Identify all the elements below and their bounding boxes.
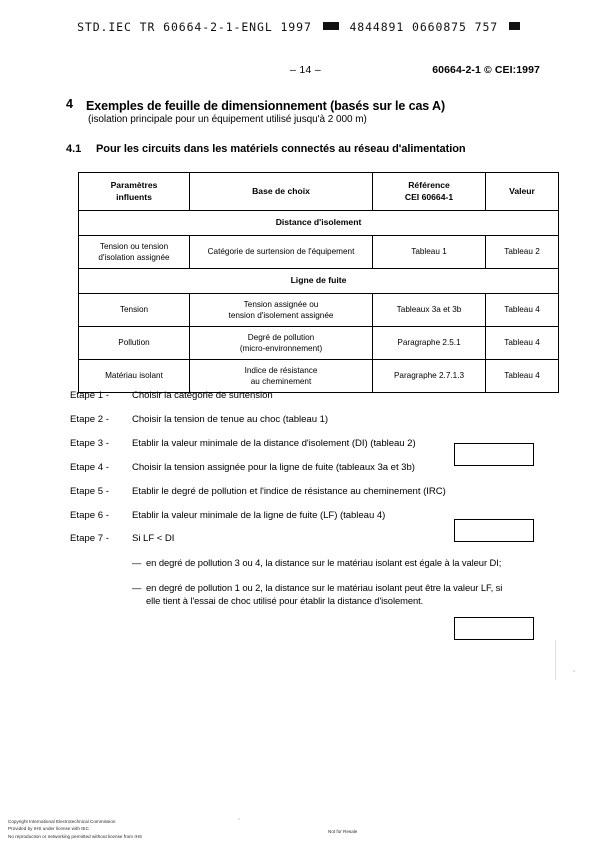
cell-basis (190, 293, 373, 326)
cell-reference: Tableaux 3a et 3b (373, 293, 486, 326)
cell-value: Tableau 4 (486, 293, 559, 326)
column-header-reference (373, 173, 486, 211)
list-item (132, 556, 512, 570)
page-folio: – 14 – (290, 64, 321, 76)
step-text: Choisir la catégorie de surtension (132, 390, 273, 401)
cell-parameter-line1: Matériau isolant (105, 371, 163, 381)
page-footer (8, 818, 592, 844)
step-text: Etablir la valeur minimale de la ligne de fuite (LF) (tableau 4) (132, 510, 386, 521)
barcode-block-icon (323, 22, 339, 30)
cell-basis (190, 235, 373, 268)
step-label: Etape 5 - (70, 486, 109, 497)
table-row (79, 235, 559, 268)
step-7-bullet-list (132, 556, 512, 619)
cell-basis-line2: au cheminement (250, 376, 312, 386)
step-item (70, 486, 530, 499)
dimensioning-sheet-table-wrapper (78, 172, 540, 393)
cell-value: Tableau 4 (486, 326, 559, 359)
list-item (132, 581, 512, 608)
license-line-2: Provided by IHS under license with IEC (8, 826, 89, 832)
cell-parameter-line2: d'isolation assignée (98, 252, 170, 262)
table-row (79, 293, 559, 326)
cell-parameter-line1: Tension ou tension (99, 241, 169, 251)
cell-parameter-line1: Pollution (118, 338, 150, 348)
band-label-clearance: Distance d'isolement (79, 211, 559, 236)
cell-basis-line2: tension d'isolement assignée (228, 310, 334, 320)
step-label: Etape 1 - (70, 390, 109, 401)
answer-box-1[interactable] (454, 443, 534, 466)
subclause-title: Pour les circuits dans les matériels connectés au réseau d'alimentation (96, 143, 466, 155)
cell-basis (190, 326, 373, 359)
standard-reference: 60664-2-1 © CEI:1997 (432, 64, 540, 76)
step-text: Si LF < DI (132, 533, 175, 544)
step-label: Etape 2 - (70, 414, 109, 425)
license-notice (8, 818, 142, 840)
resale-notice: Not for Resale (328, 828, 358, 834)
cell-reference: Paragraphe 2.7.1.3 (373, 359, 486, 392)
answer-box-2[interactable] (454, 519, 534, 542)
column-header-reference-line2: CEI 60664-1 (404, 191, 454, 202)
step-item (70, 390, 530, 403)
column-header-reference-line1: Référence (408, 180, 450, 190)
cell-value: Tableau 2 (486, 235, 559, 268)
table-header-row (79, 173, 559, 211)
step-text: Choisir la tension de tenue au choc (tableau 1) (132, 414, 329, 425)
step-label: Etape 7 - (70, 533, 109, 544)
cell-basis-line1: Degré de pollution (247, 332, 315, 342)
subclause-heading (66, 139, 536, 157)
table-row (79, 326, 559, 359)
em-dash-bullet-icon: — (132, 581, 142, 593)
step-text: Choisir la tension assignée pour la ligne de fuite (tableaux 3a et 3b) (132, 462, 415, 473)
subclause-number: 4.1 (66, 143, 82, 155)
cell-parameter (79, 235, 190, 268)
license-line-1: Copyright International Electrotechnical Commission (8, 819, 116, 824)
step-text: Etablir la valeur minimale de la distance d'isolement (DI) (tableau 2) (132, 438, 416, 449)
scan-artifact (555, 640, 556, 680)
column-header-basis: Base de choix (190, 173, 373, 211)
clause-heading (66, 97, 536, 115)
em-dash-bullet-icon: — (132, 557, 142, 568)
cell-basis-line2: (micro-environnement) (239, 343, 323, 353)
cell-parameter (79, 326, 190, 359)
cell-basis-line1: Catégorie de surtension de l'équipement (207, 247, 355, 257)
cell-reference: Tableau 1 (373, 235, 486, 268)
cell-basis (190, 359, 373, 392)
table-row (79, 359, 559, 392)
cell-parameter (79, 293, 190, 326)
clause-number: 4 (66, 97, 73, 111)
standard-barcode-numbers: 4844891 0660875 757 (349, 20, 499, 34)
step-label: Etape 6 - (70, 510, 109, 521)
band-label-creepage: Ligne de fuite (79, 268, 559, 293)
standard-barcode-line (0, 20, 600, 34)
cell-basis-line1: Indice de résistance (244, 365, 318, 375)
column-header-parameters (79, 173, 190, 211)
cell-reference: Paragraphe 2.5.1 (373, 326, 486, 359)
table-band-row-clearance (79, 211, 559, 236)
column-header-parameters-line2: influents (116, 191, 152, 202)
scan-artifact (573, 670, 575, 672)
barcode-block-end-icon (509, 22, 520, 30)
step-label: Etape 4 - (70, 462, 109, 473)
clause-subtitle: (isolation principale pour un équipement utilisé jusqu'à 2 000 m) (88, 114, 367, 125)
list-item-text: en degré de pollution 1 ou 2, la distance sur le matériau isolant peut être la valeur LF, si elle tient à l'essai de choc utilisé pour établir la distance d'isolement. (146, 581, 503, 607)
list-item-text: en degré de pollution 3 ou 4, la distance sur le matériau isolant est égale à la valeur DI; (146, 557, 502, 568)
cell-parameter (79, 359, 190, 392)
cell-parameter-line1: Tension (119, 305, 149, 315)
cell-basis-line1: Tension assignée ou (243, 299, 319, 309)
step-text: Etablir le degré de pollution et l'indice de résistance au cheminement (IRC) (132, 486, 446, 497)
standard-designation: STD.IEC TR 60664-2-1-ENGL 1997 (77, 20, 312, 34)
step-item (70, 414, 530, 427)
column-header-parameters-line1: Paramètres (110, 180, 158, 190)
clause-title: Exemples de feuille de dimensionnement (basés sur le cas A) (86, 99, 446, 113)
answer-box-3[interactable] (454, 617, 534, 640)
running-header (60, 64, 540, 78)
table-band-row-creepage (79, 268, 559, 293)
cell-value: Tableau 4 (486, 359, 559, 392)
license-line-3: No reproduction or networking permitted without license from IHS (8, 833, 143, 839)
step-label: Etape 3 - (70, 438, 109, 449)
dimensioning-sheet-table (78, 172, 559, 393)
column-header-value: Valeur (486, 173, 559, 211)
